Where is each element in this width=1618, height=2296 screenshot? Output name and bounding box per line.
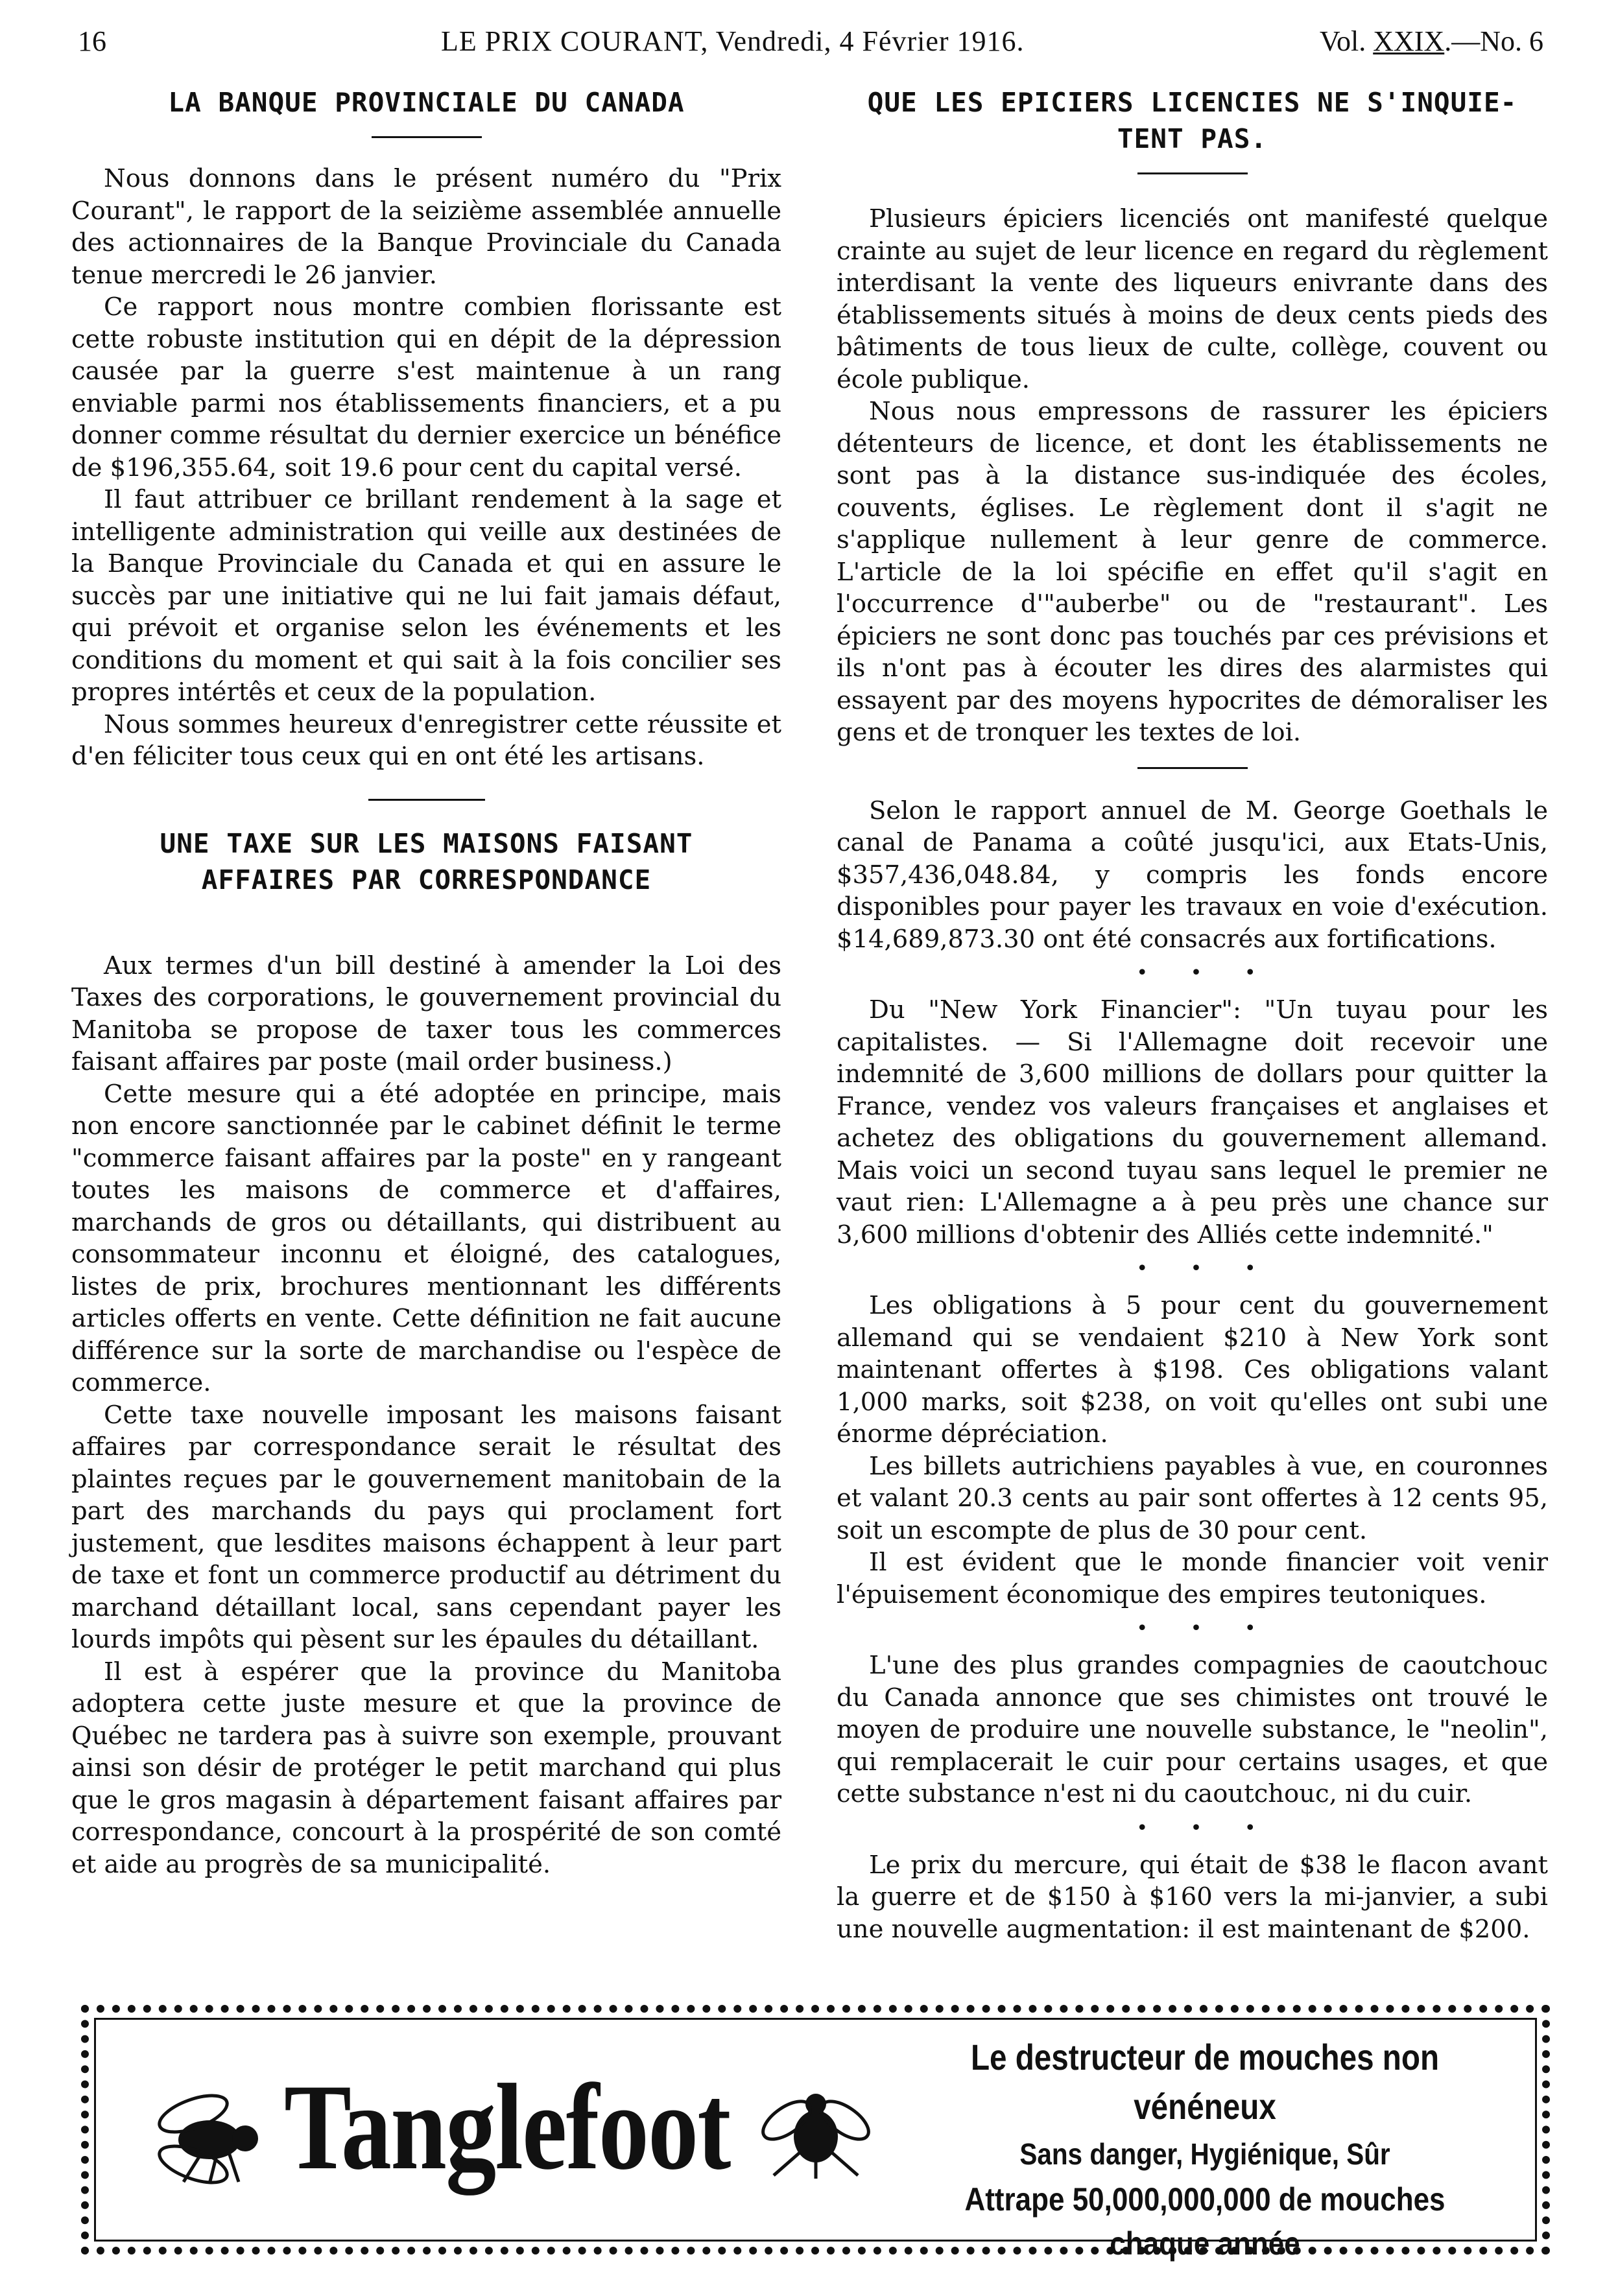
section-ornament: • • • xyxy=(1136,1816,1274,1840)
ad-copy xyxy=(861,2033,1549,2265)
paragraph: Nous nous empressons de rassurer les épiciers détenteurs de licence, et dont les établissements ne sont pas à la distance sus-indiquée des écoles, couvents, églises. Le règlement dont il s'agit ne s'applique nullement à leur genre de commerce. L'article de la loi spécifie en effet qu'il s'agit en l'occurrence d'"auberbe" ou de "restaurant". Les épiciers ne sont donc pas touchés par ces prévisions et ils n'ont pas à écouter les dires des alarmistes qui essayent par des moyens hypocrites de démoraliser les gens et de tronquer les textes de loi. xyxy=(837,397,1548,747)
left-column xyxy=(71,84,781,1880)
divider xyxy=(372,136,482,138)
article-heading: QUE LES EPICIERS LICENCIES NE S'INQUIE- TENT PAS. xyxy=(867,87,1517,154)
fly-icon xyxy=(761,2081,877,2179)
article-heading: LA BANQUE PROVINCIALE DU CANADA xyxy=(168,87,685,118)
paragraph: Il est évident que le monde financier voit venir l'épuisement économique des empires teutoniques. xyxy=(837,1548,1548,1609)
article-heading: UNE TAXE SUR LES MAISONS FAISANT AFFAIRES PAR CORRESPONDANCE xyxy=(160,827,693,895)
ad-claim-end: chaque année xyxy=(1110,2225,1300,2262)
paragraph: Cette mesure qui a été adoptée en principe, mais non encore sanctionnée par le cabinet définit le terme "commerce faisant affaires par la poste" en y rangeant toutes les maisons de commerce et d'affaires, marchands de gros ou détaillants, qui distribuent au consommateur inconnu et éloigné, des catalogues, listes de prix, brochures mentionnant les différents articles offerts en vente. Cette définition ne fait aucune différence sur la sorte de marchandise ou l'espèce de commerce. xyxy=(71,1079,781,1397)
paragraph: Plusieurs épiciers licenciés ont manifesté quelque crainte au sujet de leur licence en regard du règlement interdisant la vente des liqueurs enivrante dans des établissements situés à moins de deux cents pieds des bâtiments de tous lieux de culte, collège, couvent ou école publique. xyxy=(837,204,1548,394)
paragraph: Il faut attribuer ce brillant rendement à la sage et intelligente administration qui veille aux destinées de la Banque Provinciale du Canada et qui en assure le succès par une initiative qui ne lui fait jamais défaut, qui prévoit et organise selon les événements et les conditions du moment et qui sait à la fois concilier ses propres intértês et ceux de la population. xyxy=(71,485,781,707)
tanglefoot-advertisement xyxy=(81,2005,1550,2262)
paragraph: L'une des plus grandes compagnies de caoutchouc du Canada annonce que ses chimistes ont trouvé le moyen de produire une nouvelle substance, le "neolin", qui remplacerait le cuir pour certains usages, et que cette substance n'est ni du caoutchouc, ni du cuir. xyxy=(837,1651,1548,1808)
paragraph: Cette taxe nouvelle imposant les maisons faisant affaires par correspondance serait le résultat des plaintes reçues par le gouvernement manitobain de la part des marchands du pays qui proclament fort justement, que lesdites maisons échappent à leur part de taxe et font un commerce productif au détriment du marchand détaillant local, sans cependant payer les lourds impôts qui pèsent sur les épaules du détaillant. xyxy=(71,1400,781,1654)
paragraph: Ce rapport nous montre combien florissante est cette robuste institution qui en dépit de la dépression causée par la guerre s'est maintenue à un rang enviable parmi nos établissements financiers, et a pu donner comme résultat du dernier exercice un bénéfice de $196,355.64, soit 19.6 pour cent du capital versé. xyxy=(71,292,781,482)
brand-name: Tanglefoot xyxy=(284,2059,730,2195)
paragraph: Nous donnons dans le présent numéro du "Prix Courant", le rapport de la seizième assemblée annuelle des actionnaires de la Banque Provinciale du Canada tenue mercredi le 26 janvier. xyxy=(71,164,781,290)
divider xyxy=(368,799,485,801)
volume-number: Vol. XXIX.—No. 6 xyxy=(1319,25,1543,57)
divider xyxy=(1137,767,1248,769)
section-ornament: • • • xyxy=(1136,1617,1274,1640)
paragraph: Le prix du mercure, qui était de $38 le flacon avant la guerre et de $150 à $160 vers la mi-janvier, a subi une nouvelle augmentation: il est maintenant de $200. xyxy=(837,1850,1548,1944)
right-column xyxy=(837,84,1548,1945)
paragraph: Il est à espérer que la province du Manitoba adoptera cette juste mesure et que la province de Québec ne tardera pas à suivre son exemple, prouvant ainsi son désir de protéger le petit marchand qui plus que le gros magasin à département faisant affaires par correspondance, concourt à la prospérité de son comté et aide au progrès de sa municipalité. xyxy=(71,1657,781,1879)
paragraph: Les obligations à 5 pour cent du gouvernement allemand qui se vendaient $210 à New York sont maintenant offertes à $198. Ces obligations valant 1,000 marks, soit $238, on voit qu'elles ont subi une énorme dépréciation. xyxy=(837,1291,1548,1449)
section-ornament: • • • xyxy=(1136,1257,1274,1280)
ad-claim: Attrape 50,000,000,000 de mouches xyxy=(964,2181,1445,2218)
paragraph: Les billets autrichiens payables à vue, en couronnes et valant 20.3 cents au pair sont offertes à 12 cents 95, soit un escompte de plus de 30 pour cent. xyxy=(837,1451,1548,1545)
paragraph: Selon le rapport annuel de M. George Goethals le canal de Panama a coûté jusqu'ici, aux Etats-Unis, $357,436,048.84, y compris les fonds encore disponibles pour payer les travaux en voie d'exécution. $14,689,873.30 ont été consacrés aux fortifications. xyxy=(837,796,1548,954)
page-number: 16 xyxy=(78,25,106,57)
fly-icon xyxy=(148,2088,265,2185)
ad-inner-frame xyxy=(94,2018,1537,2262)
paragraph: Du "New York Financier": "Un tuyau pour les capitalistes. — Si l'Allemagne doit recevoir une indemnité de 3,600 millions de dollars pour quitter la France, vendez vos valeurs françaises et anglaises et achetez des obligations du gouvernement allemand. Mais voici un second tuyau sans lequel le premier ne vaut rien: L'Allemagne a à peu près une chance sur 3,600 millions d'obtenir des Alliés cette indemnité." xyxy=(837,995,1548,1249)
paragraph: Aux termes d'un bill destiné à amender la Loi des Taxes des corporations, le gouvernement provincial du Manitoba se propose de taxer tous les commerces faisant affaires par poste (mail order business.) xyxy=(71,951,781,1076)
paragraph: Nous sommes heureux d'enregistrer cette réussite et d'en féliciter tous ceux qui en ont été les artisans. xyxy=(71,709,781,771)
divider xyxy=(1137,172,1248,174)
ad-tagline: Le destructeur de mouches non vénéneux xyxy=(970,2037,1440,2127)
running-header xyxy=(78,25,1543,70)
ad-features: Sans danger, Hygiénique, Sûr xyxy=(1019,2137,1390,2171)
section-ornament: • • • xyxy=(1136,962,1274,984)
publication-title: LE PRIX COURANT, Vendredi, 4 Février 1916. xyxy=(441,25,1025,57)
